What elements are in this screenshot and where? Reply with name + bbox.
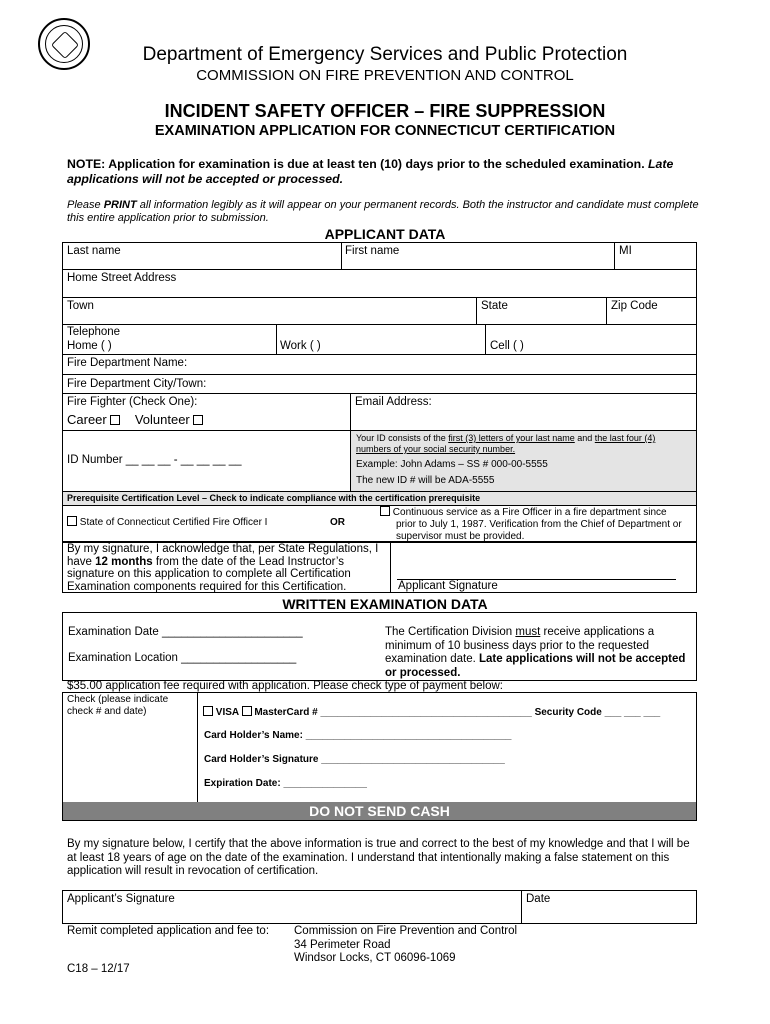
security-code-field[interactable]: Security Code ___ ___ ___ xyxy=(534,707,661,718)
id-new-example: The new ID # will be ADA-5555 xyxy=(356,475,495,486)
fire-officer-checkbox[interactable] xyxy=(67,516,77,526)
cell-phone-field[interactable]: Cell ( ) xyxy=(490,340,524,352)
certification-statement: By my signature below, I certify that the above information is true and correct to the best of my knowledge and that I will be at least 18 years of age on the date of the examination. I understand that intentionally making a false statement on this application will result in revocation of certification. xyxy=(67,838,690,877)
commission-name: COMMISSION ON FIRE PREVENTION AND CONTROL xyxy=(196,67,574,84)
visa-checkbox[interactable] xyxy=(203,706,213,716)
remit-address: Commission on Fire Prevention and Control 34 Perimeter Road Windsor Locks, CT 06096-1069 xyxy=(294,925,518,964)
applicant-signature-field[interactable]: Applicant Signature xyxy=(398,580,498,592)
home-phone-field[interactable]: Home ( ) xyxy=(67,340,112,352)
exam-location-field[interactable]: Examination Location __________________ xyxy=(68,652,297,664)
exam-notice: The Certification Division must receive applications a minimum of 10 business days prior to the requested examination date. Late applications will not be accepted or processed. xyxy=(385,626,686,679)
form-code: C18 – 12/17 xyxy=(67,963,130,975)
last-name-field[interactable]: Last name xyxy=(67,245,121,257)
card-holder-name-field[interactable]: Card Holder’s Name: _____________________________________ xyxy=(204,730,512,741)
card-holder-signature-field[interactable]: Card Holder’s Signature _________________________________ xyxy=(204,754,505,765)
id-number-field[interactable]: ID Number __ __ __ - __ __ __ __ xyxy=(67,454,242,466)
print-instructions: Please PRINT all information legibly as it will appear on your permanent records. Both the instructor and candidate must complete this entire application prior to submission. xyxy=(67,199,699,224)
mastercard-number-field[interactable]: MasterCard # ______________________________________ xyxy=(254,707,532,718)
no-cash-banner: DO NOT SEND CASH xyxy=(63,802,696,820)
check-number-field[interactable]: Check (please indicate check # and date) xyxy=(67,694,169,717)
fire-fighter-type-options xyxy=(67,412,203,427)
telephone-label: Telephone xyxy=(67,326,121,338)
town-field[interactable]: Town xyxy=(67,300,94,312)
id-info-text: Your ID consists of the first (3) letters of your last name and the last four (4) numbers of your social security number. xyxy=(356,433,656,454)
acknowledge-text: By my signature, I acknowledge that, per State Regulations, I have 12 months from the date of the Lead Instructor’s signature on this application to complete all Certification Examination components required for this Certification. xyxy=(67,543,379,593)
fire-department-city-field[interactable]: Fire Department City/Town: xyxy=(67,378,207,390)
continuous-service-checkbox[interactable] xyxy=(380,506,390,516)
career-checkbox[interactable] xyxy=(110,415,120,425)
state-field[interactable]: State xyxy=(481,300,508,312)
prereq-option-fire-officer: State of Connecticut Certified Fire Officer I xyxy=(67,516,267,528)
expiration-date-field[interactable]: Expiration Date: _______________ xyxy=(204,778,367,789)
applicant-data-heading: APPLICANT DATA xyxy=(324,226,446,242)
prereq-option-continuous-service: Continuous service as a Fire Officer in a fire department since prior to July 1, 1987. Verification from the Chief of Department or supervisor must be provided. xyxy=(380,506,682,543)
home-street-field[interactable]: Home Street Address xyxy=(67,272,177,284)
first-name-field[interactable]: First name xyxy=(345,245,400,257)
fee-text: $35.00 application fee required with application. Please check type of payment below: xyxy=(67,680,503,692)
form-title: INCIDENT SAFETY OFFICER – FIRE SUPPRESSION xyxy=(164,101,606,121)
card-type-row: VISA MasterCard # ______________________________________ Security Code ___ ___ ___ xyxy=(203,706,660,718)
written-exam-heading: WRITTEN EXAMINATION DATA xyxy=(282,596,488,612)
form-subtitle: EXAMINATION APPLICATION FOR CONNECTICUT CERTIFICATION xyxy=(154,123,616,139)
fire-department-name-field[interactable]: Fire Department Name: xyxy=(67,357,188,369)
zip-code-field[interactable]: Zip Code xyxy=(611,300,658,312)
id-example: Example: John Adams – SS # 000-00-5555 xyxy=(356,459,548,470)
department-name: Department of Emergency Services and Public Protection xyxy=(142,44,628,65)
email-address-field[interactable]: Email Address: xyxy=(355,396,432,408)
exam-date-field[interactable]: Examination Date ______________________ xyxy=(68,626,303,638)
mastercard-checkbox[interactable] xyxy=(242,706,252,716)
certify-date-field[interactable]: Date xyxy=(526,893,551,905)
career-label: Career xyxy=(67,412,107,427)
deadline-note: NOTE: Application for examination is due at least ten (10) days prior to the scheduled examination. Late applications will not be accepted or processed. xyxy=(67,157,674,186)
work-phone-field[interactable]: Work ( ) xyxy=(280,340,321,352)
volunteer-checkbox[interactable] xyxy=(193,415,203,425)
mi-field[interactable]: MI xyxy=(619,245,632,257)
remit-label: Remit completed application and fee to: xyxy=(67,925,270,937)
volunteer-label: Volunteer xyxy=(134,412,190,427)
fire-fighter-type-label: Fire Fighter (Check One): xyxy=(67,396,198,408)
prereq-heading: Prerequisite Certification Level – Check to indicate compliance with the certification prerequisite xyxy=(67,493,481,503)
prereq-or: OR xyxy=(330,517,345,528)
certify-signature-field[interactable]: Applicant’s Signature xyxy=(67,893,175,905)
